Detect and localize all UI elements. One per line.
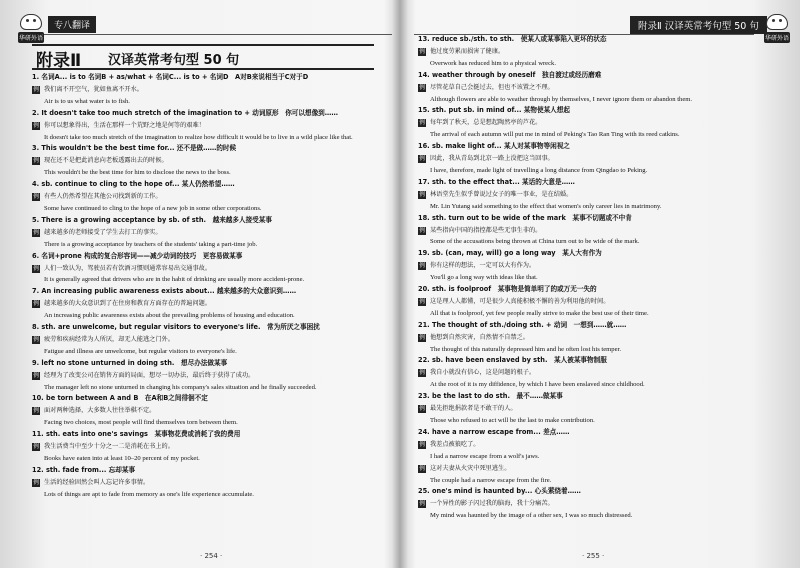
example-chinese [32, 405, 384, 417]
entry-title: 6. 名词+prone 构成的复合形容词——减少动词的技巧 更容易做某事 [32, 251, 243, 260]
example-tag-icon: 例 [33, 372, 39, 379]
example-english: Books have eaten into at least 10–20 percent of my pocket. [44, 455, 200, 462]
example-tag-icon: 例 [419, 48, 425, 55]
example-chinese-text: 尽管花草自己会挺过去，但也不该置之不理。 [430, 83, 554, 91]
entry-title: 7. An increasing public awareness exists about... 越来越多的大众意识到…… [32, 287, 297, 296]
example-english: All that is foolproof, yet few people really strive to make the best use of their time. [430, 309, 649, 317]
entry-title: 2. It doesn't take too much stretch of the imagination to + 动词原形 你可以想像到…… [32, 108, 338, 117]
entry-title: 9. left no stone unturned in doing sth. 想尽办法做某事 [32, 358, 228, 367]
example-english: Those who refused to act will be the last to make contribution. [430, 417, 595, 424]
example-tag-icon: 例 [33, 301, 39, 308]
example-chinese [418, 225, 782, 237]
example-chinese-text: 每年到了秋天，总是想起陶然亭的芦花。 [430, 119, 542, 127]
example-tag-icon: 例 [419, 406, 425, 413]
example-chinese [32, 334, 384, 346]
publisher-logo [18, 14, 44, 43]
example-tag-icon: 例 [419, 263, 425, 270]
example-tag-icon: 例 [419, 334, 425, 341]
example-chinese-text: 你可以想象得出，生活在那样一个荒野之地是何等的艰难！ [44, 121, 205, 129]
example-tag-icon: 例 [33, 86, 39, 93]
example-english: Some have continued to cling to the hope of a new job in some other corporations. [44, 204, 262, 212]
entry-title: 12. sth. fade from... 忘却某事 [32, 465, 136, 474]
page-number: · 255 · [582, 552, 605, 560]
page-number: · 254 · [200, 552, 223, 560]
example-english: There is a growing acceptance by teachers of the students' taking a part-time job. [44, 240, 258, 248]
example-chinese [32, 227, 384, 239]
example-chinese-text: 人们一致认为，驾驶员若有饮酒习惯则通常容易出交通事故。 [44, 264, 212, 272]
example-chinese [32, 155, 384, 167]
entry-title: 25. one's mind is haunted by... 心头萦绕着…… [418, 487, 581, 496]
example-chinese [418, 189, 782, 201]
logo-mascot-icon [766, 14, 788, 30]
example-tag-icon: 例 [33, 479, 39, 486]
example-english: Facing two choices, most people will find themselves torn between them. [44, 419, 238, 427]
example-chinese-text: 面对两种选择，大多数人往往举棋不定。 [44, 407, 156, 415]
entry-title: 8. sth. are unwelcome, but regular visitors to everyone's life. 常为所厌之事困扰 [32, 323, 320, 332]
entry-title: 21. The thought of sth./doing sth. + 动词 一想到……就…… [418, 320, 627, 329]
entry-title: 10. be torn between A and B 在A和B之间徘徊不定 [32, 394, 208, 403]
example-tag-icon: 例 [419, 501, 425, 508]
example-chinese-text: 生活的经验固然会叫人忘记许多事情。 [44, 478, 150, 486]
entry-title: 17. sth. to the effect that... 某话的大意是…… [418, 177, 575, 186]
example-english: At the root of it is my diffidence, by which I have been enslaved since childhood. [430, 381, 645, 389]
example-chinese-text: 有些人仍然希望在其他公司找到新的工作。 [44, 193, 162, 201]
example-chinese-text: 这是理人人都懂，可是很少人真能积极不懈的善为利用他的时间。 [430, 297, 610, 305]
example-tag-icon: 例 [33, 336, 39, 343]
example-tag-icon: 例 [419, 191, 425, 198]
entry-title: 5. There is a growing acceptance by sb. of sth. 越来越多人接受某事 [32, 215, 272, 224]
entry-title: 1. 名词A... is to 名词B + as/what + 名词C... is to + 名词D A对B来说相当于C对于D [32, 73, 309, 81]
entry-title: 23. be the last to do sth. 最不……做某事 [418, 392, 563, 401]
example-chinese [418, 153, 782, 165]
example-chinese-text: 我生活费当中至少十分之一二是消耗在书上的。 [44, 443, 174, 451]
example-english: Air is to us what water is to fish. [44, 97, 130, 105]
header-rule [44, 34, 392, 35]
example-tag-icon: 例 [419, 441, 425, 448]
example-chinese [418, 332, 782, 344]
example-chinese-text: 我们离不开空气，犹如鱼离不开水。 [44, 85, 143, 93]
example-english: Some of the accusations being thrown at China turn out to be wide of the mark. [430, 238, 640, 246]
example-english: I had a narrow escape from a wolf's jaws. [430, 452, 540, 460]
example-chinese-text: 经理为了改变公司在销售方面的局面，想尽一切办法，最后终于获得了成功。 [44, 371, 255, 379]
example-chinese [32, 191, 384, 203]
example-english: The couple had a narrow escape from the fire. [430, 476, 552, 484]
appendix-heading [32, 44, 374, 70]
entry-title: 24. have a narrow escape from... 差点…… [418, 427, 570, 436]
appendix-label: 附录Ⅱ [36, 51, 82, 71]
example-chinese [418, 463, 782, 475]
running-head: 附录Ⅱ 汉译英常考句型 50 句 [630, 16, 767, 34]
example-chinese-text: 我差点被狼吃了。 [430, 440, 480, 448]
example-english: The arrival of each autumn will put me in mind of Peking's Tao Ran Ting with its reed catkins. [430, 131, 680, 139]
example-chinese [418, 498, 782, 510]
example-chinese-text: 一个异性的影子闪过我的脑海，我十分痛苦。 [430, 500, 554, 508]
example-chinese [32, 370, 384, 382]
example-chinese [418, 117, 782, 129]
example-english: I have, therefore, made light of travelling a long distance from Qingdao to Peking. [430, 166, 648, 174]
example-english: It doesn't take too much stretch of the imagination to realize how difficult it would be to live in a wild place like that. [44, 133, 353, 141]
example-tag-icon: 例 [33, 122, 39, 129]
example-tag-icon: 例 [33, 265, 39, 272]
example-tag-icon: 例 [33, 194, 39, 201]
example-chinese [418, 367, 782, 379]
example-chinese [418, 82, 782, 94]
example-tag-icon: 例 [419, 120, 425, 127]
example-english: The manager left no stone unturned in changing his company's sales situation and he finally succeeded. [44, 383, 317, 391]
example-chinese-text: 现在还不是把此消息向老板透露出去的时候。 [44, 157, 168, 165]
left-entries [32, 72, 384, 501]
example-english: Overwork has reduced him to a physical wreck. [430, 59, 556, 67]
example-tag-icon: 例 [33, 444, 39, 451]
example-english: The thought of this naturally depressed him and he often lost his temper. [430, 345, 621, 353]
entry-title: 18. sth. turn out to be wide of the mark 某事不切题或不中肯 [418, 213, 632, 222]
example-chinese-text: 最先拒绝捐款者是不敢干的人。 [430, 405, 517, 413]
logo-mascot-icon [20, 14, 42, 30]
logo-text: 华研外语 [18, 32, 44, 43]
example-chinese-text: 他过度劳累而损害了健康。 [430, 47, 505, 55]
right-page [400, 0, 800, 568]
example-english: It is generally agreed that drivers who are in the habit of drinking are usually more accident-prone. [44, 276, 305, 284]
example-tag-icon: 例 [419, 227, 425, 234]
example-chinese [418, 439, 782, 451]
example-chinese [32, 298, 384, 310]
example-chinese-text: 越来越多的老师接受了学生去打工的事实。 [44, 228, 162, 236]
example-chinese [32, 477, 384, 489]
entry-title: 4. sb. continue to cling to the hope of... 某人仍然希望…… [32, 180, 235, 189]
entry-title: 3. This wouldn't be the best time for... 还不是做……的时候 [32, 144, 237, 153]
section-tag: 专八翻译 [48, 16, 96, 33]
example-chinese [418, 403, 782, 415]
example-chinese-text: 他想到自然灾害，自然情不自禁乏。 [430, 333, 529, 341]
example-chinese [32, 263, 384, 275]
entry-title: 16. sb. make light of... 某人对某事物等闲视之 [418, 142, 570, 151]
right-entries [418, 34, 782, 522]
entry-title: 11. sth. eats into one's savings 某事物花费或消耗了我的费用 [32, 430, 241, 439]
example-chinese-text: 你有这样的想法，一定可以大有作为。 [430, 262, 536, 270]
example-tag-icon: 例 [33, 158, 39, 165]
entry-title: 13. reduce sb./sth. to sth. 使某人或某事陷入更坏的状态 [418, 35, 607, 43]
example-english: Mr. Lin Yutang said something to the effect that women's only career lies in matrimony. [430, 202, 662, 210]
example-english: This wouldn't be the best time for him to disclose the news to the boss. [44, 169, 231, 177]
appendix-title: 汉译英常考句型 50 句 [108, 53, 240, 68]
example-chinese [418, 296, 782, 308]
example-tag-icon: 例 [33, 229, 39, 236]
example-english: Fatigue and illness are unwelcome, but regular visitors to everyone's life. [44, 347, 237, 355]
entry-title: 14. weather through by oneself 独自渡过或经历磨难 [418, 70, 602, 79]
example-chinese-text: 某些指向中国的指控都是些无事生非的。 [430, 226, 542, 234]
logo-text: 华研外语 [764, 32, 790, 43]
example-tag-icon: 例 [419, 298, 425, 305]
entry-title: 15. sth. put sb. in mind of... 某物使某人想起 [418, 106, 570, 115]
example-chinese [32, 120, 384, 132]
example-english: Lots of things are apt to fade from memory as one's life experience accumulate. [44, 490, 254, 498]
example-chinese-text: 这对夫妻从火灾中死里逃生。 [430, 464, 511, 472]
example-tag-icon: 例 [33, 408, 39, 415]
example-chinese-text: 因此，我从青岛到北京一路上没把这当回事。 [430, 155, 554, 163]
example-chinese-text: 疲劳和疾病经常为人所厌，却无人能逃之门外。 [44, 335, 174, 343]
example-chinese [418, 46, 782, 58]
example-tag-icon: 例 [419, 370, 425, 377]
example-chinese-text: 我自小就没有信心，这是问题的根子。 [430, 369, 536, 377]
example-tag-icon: 例 [419, 84, 425, 91]
example-tag-icon: 例 [419, 156, 425, 163]
example-tag-icon: 例 [419, 465, 425, 472]
example-chinese [32, 441, 384, 453]
example-chinese-text: 林语堂先生似乎曾说过女子的唯一事业，是在结婚。 [430, 190, 573, 198]
example-english: An increasing public awareness exists about the prevailing problems of housing and education. [44, 312, 295, 320]
entry-title: 19. sb. (can, may, will) go a long way 某人大有作为 [418, 249, 602, 258]
example-chinese-text: 越来越多的大众意识到了在住房和教育方面存在的普遍问题。 [44, 300, 212, 308]
example-english: You'll go a long way with ideas like that. [430, 274, 538, 282]
entry-title: 20. sth. is foolproof 某事物是简单明了的或万无一失的 [418, 285, 597, 294]
example-english: Although flowers are able to weather through by themselves, I never ignore them or abandon them. [430, 95, 693, 103]
example-english: My mind was haunted by the image of a other sex, I was so much distressed. [430, 512, 633, 520]
example-chinese [32, 84, 384, 96]
entry-title: 22. sb. have been enslaved by sth. 某人被某事物制服 [418, 356, 607, 365]
example-chinese [418, 260, 782, 272]
